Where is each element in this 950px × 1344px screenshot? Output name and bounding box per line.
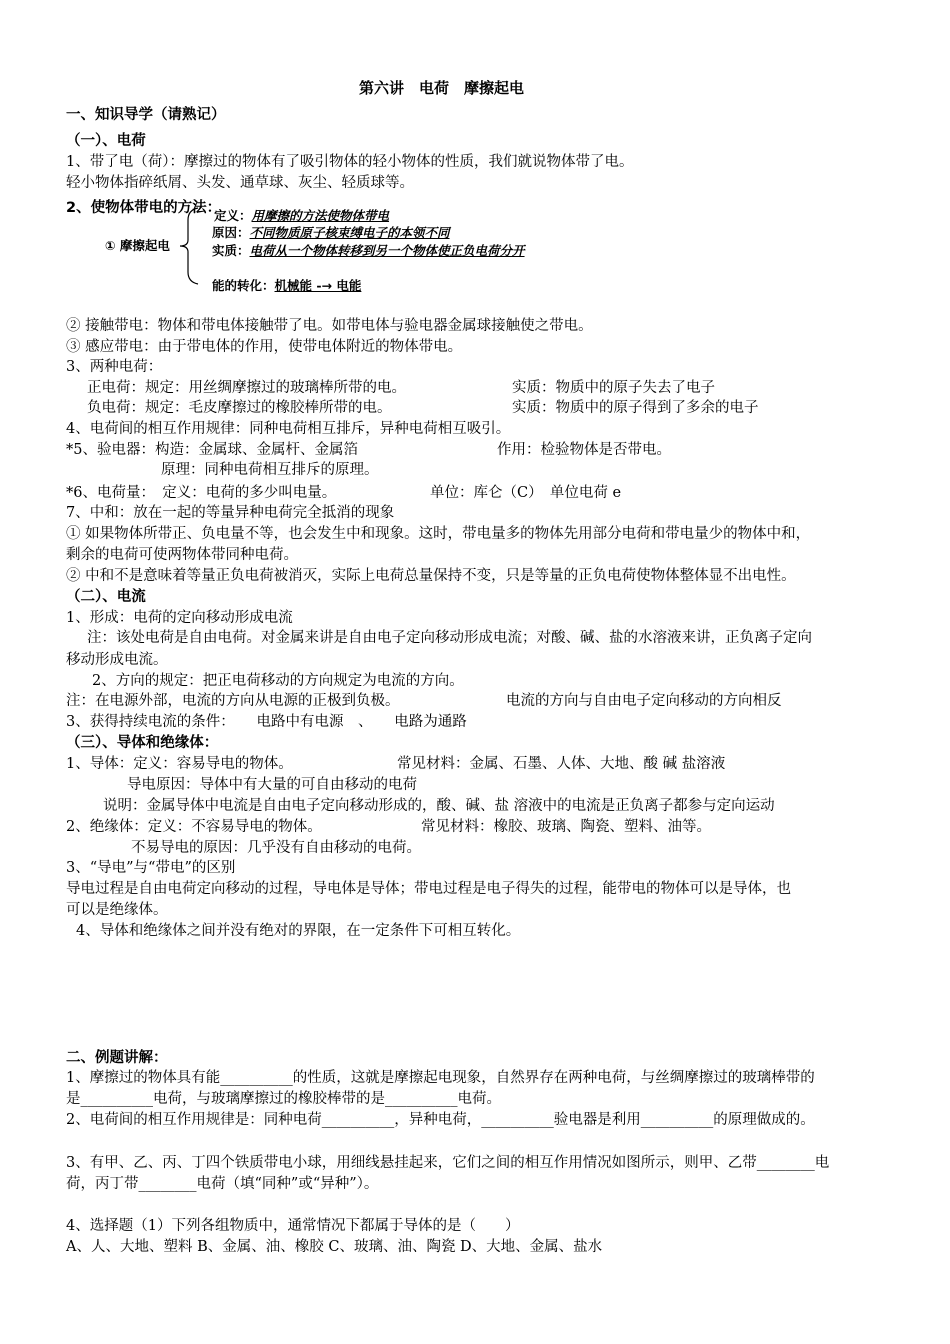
rubbing-definition: 定义：用摩擦的方法使物体带电 — [214, 208, 390, 223]
text-line: 作用：检验物体是否带电。 — [497, 442, 671, 458]
text-line: 常见材料：金属、石墨、人体、大地、酸 碱 盐溶液 — [397, 756, 726, 772]
question-line: 3、有甲、乙、丙、丁四个铁质带电小球，用细线悬挂起来，它们之间的相互作用情况如图所示，则甲、乙带________电 — [66, 1155, 830, 1171]
text-line: 正电荷：规定：用丝绸摩擦过的玻璃棒所带的电。 — [87, 380, 406, 396]
text-line: 负电荷：规定：毛皮摩擦过的橡胶棒所带的电。 — [87, 400, 392, 416]
text-line: 实质：物质中的原子失去了电子 — [512, 380, 715, 396]
text-line: 可以是绝缘体。 — [66, 902, 168, 918]
rubbing-essence: 实质：电荷从一个物体转移到另一个物体使正负电荷分开 — [212, 243, 525, 258]
text-line: 2、绝缘体：定义：不容易导电的物体。 — [66, 819, 322, 835]
question-line: 是__________电荷，与玻璃摩擦过的橡胶棒带的是__________电荷。 — [66, 1091, 501, 1107]
question-line: 1、摩擦过的物体具有能__________的性质，这就是摩擦起电现象，自然界存在两种电荷，与丝绸摩擦过的玻璃棒带的 — [66, 1070, 815, 1086]
text-line: 2、方向的规定：把正电荷移动的方向规定为电流的方向。 — [92, 673, 464, 689]
text-line: 导电原因：导体中有大量的可自由移动的电荷 — [127, 777, 417, 793]
text-line: 实质：物质中的原子得到了多余的电子 — [512, 400, 759, 416]
text-line: 1、带了电（荷）：摩擦过的物体有了吸引物体的轻小物体的性质，我们就说物体带了电。 — [66, 154, 634, 170]
subsection-heading: （二）、电流 — [66, 589, 146, 605]
text-line: 单位：库仑（C） 单位电荷 e — [430, 485, 622, 501]
question-line: 4、选择题（1）下列各组物质中，通常情况下都属于导体的是（ ） — [66, 1218, 520, 1234]
page-title: 第六讲 电荷 摩擦起电 — [359, 79, 525, 97]
text-line: 2、使物体带电的方法： — [66, 200, 222, 216]
text-line: ③ 感应带电：由于带电体的作用，使带电体附近的物体带电。 — [66, 339, 463, 355]
text-line: 剩余的电荷可使两物体带同种电荷。 — [66, 547, 298, 563]
text-line: 导电过程是自由电荷定向移动的过程，导电体是导体；带电过程是电子得失的过程，能带电的物体可以是导体，也 — [66, 881, 791, 897]
text-line: 3、两种电荷： — [66, 359, 163, 375]
text-line: 移动形成电流。 — [66, 652, 168, 668]
text-line: 不易导电的原因：几乎没有自由移动的电荷。 — [131, 840, 421, 856]
subsection-heading: （一）、电荷 — [66, 133, 146, 149]
rubbing-energy: 能的转化：机械能 -→ 电能 — [212, 278, 362, 293]
text-line: ① 如果物体所带正、负电量不等，也会发生中和现象。这时，带电量多的物体先用部分电荷和带电量少的物体中和， — [66, 526, 811, 542]
text-line: *6、电荷量： 定义：电荷的多少叫电量。 — [66, 485, 337, 501]
text-line: 3、“导电”与“带电”的区别 — [66, 860, 236, 876]
rubbing-reason: 原因：不同物质原子核束缚电子的本领不同 — [212, 225, 450, 240]
text-line: 3、获得持续电流的条件： 电路中有电源 、 电路为通路 — [66, 714, 467, 730]
text-line: *5、验电器：构造：金属球、金属杆、金属箔 — [66, 442, 358, 458]
section-heading: 一、知识导学（请熟记） — [66, 107, 226, 123]
text-line: 注：该处电荷是自由电荷。对金属来讲是自由电子定向移动形成电流；对酸、碱、盐的水溶液来讲，正负离子定向 — [87, 630, 812, 646]
text-line: 1、形成：电荷的定向移动形成电流 — [66, 610, 293, 626]
text-line: 1、导体：定义：容易导电的物体。 — [66, 756, 293, 772]
question-line: 2、电荷间的相互作用规律是：同种电荷__________，异种电荷，__________验电器是利用__________的原理做成的。 — [66, 1112, 815, 1128]
text-line: 电流的方向与自由电子定向移动的方向相反 — [506, 693, 782, 709]
text-line: 说明：金属导体中电流是自由电子定向移动形成的，酸、碱、盐 溶液中的电流是正负离子都参与定向运动 — [103, 798, 775, 814]
text-line: 轻小物体指碎纸屑、头发、通草球、灰尘、轻质球等。 — [66, 175, 414, 191]
text-line: 4、导体和绝缘体之间并没有绝对的界限，在一定条件下可相互转化。 — [76, 923, 521, 939]
text-line: 原理：同种电荷相互排斥的原理。 — [161, 462, 379, 478]
text-line: 7、中和：放在一起的等量异种电荷完全抵消的现象 — [66, 505, 395, 521]
section-heading: 二、例题讲解： — [66, 1050, 168, 1066]
text-line: 4、电荷间的相互作用规律：同种电荷相互排斥，异种电荷相互吸引。 — [66, 421, 511, 437]
text-line: ② 接触带电：物体和带电体接触带了电。如带电体与验电器金属球接触使之带电。 — [66, 318, 593, 334]
text-line: 注：在电源外部，电流的方向从电源的正极到负极。 — [66, 693, 400, 709]
rubbing-label: ① 摩擦起电 — [105, 238, 170, 253]
question-line: A、人、大地、塑料 B、金属、油、橡胶 C、玻璃、油、陶瓷 D、大地、金属、盐水 — [66, 1239, 603, 1255]
text-line: 常见材料：橡胶、玻璃、陶瓷、塑料、油等。 — [421, 819, 711, 835]
text-line: ② 中和不是意味着等量正负电荷被消灭，实际上电荷总量保持不变，只是等量的正负电荷使物体整体显不出电性。 — [66, 568, 796, 584]
question-line: 荷，丙丁带________电荷（填“同种”或“异种”）。 — [66, 1176, 379, 1192]
brace-icon — [176, 206, 206, 286]
subsection-heading: （三）、导体和绝缘体： — [66, 735, 219, 751]
